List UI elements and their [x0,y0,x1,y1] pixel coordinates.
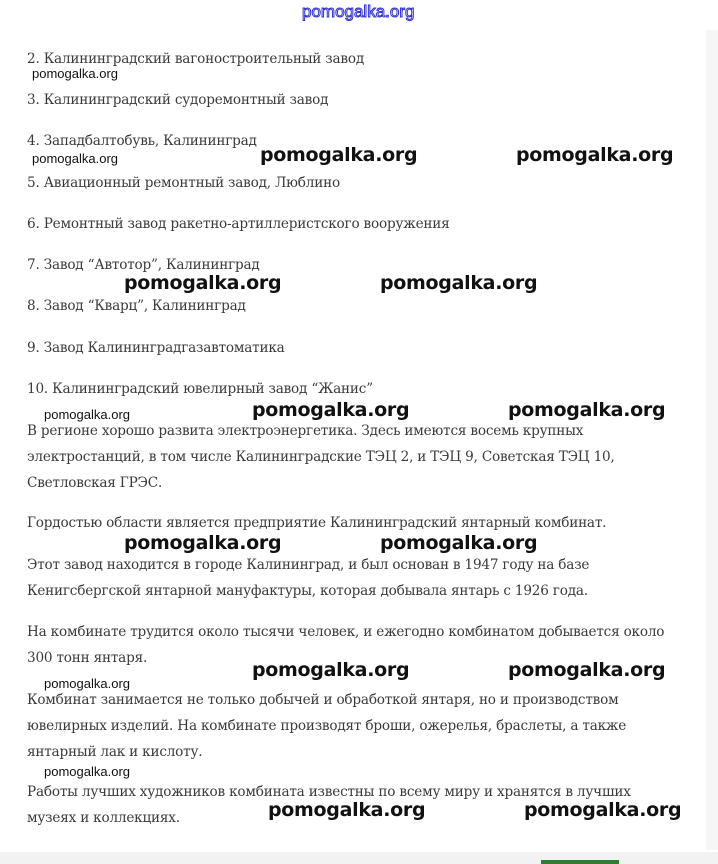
list-item: 4. Западбалтобувь, Калининград [27,133,257,149]
paragraph-line: В регионе хорошо развита электроэнергетика. Здесь имеются восемь крупных [27,423,584,439]
paragraph-line: На комбинате трудится около тысячи человек, и ежегодно комбинатом добывается около [27,624,665,640]
watermark: pomogalka.org [380,272,538,294]
watermark: pomogalka.org [516,144,674,166]
paragraph-line: ювелирных изделий. На комбинате производят броши, ожерелья, браслеты, а также [27,718,627,734]
paragraph-line: Гордостью области является предприятие Калининградский янтарный комбинат. [27,515,607,531]
watermark: pomogalka.org [380,532,538,554]
paragraph-line: Светловская ГРЭС. [27,475,163,491]
watermark-top: pomogalka.org [302,2,415,21]
watermark: pomogalka.org [124,272,282,294]
watermark: pomogalka.org [508,399,666,421]
list-item: 10. Калининградский ювелирный завод “Жанис” [27,381,373,397]
list-item: 3. Калининградский судоремонтный завод [27,92,329,108]
watermark: pomogalka.org [124,532,282,554]
paragraph-line: 300 тонн янтаря. [27,650,148,666]
paragraph-line: электростанций, в том числе Калининградские ТЭЦ 2, и ТЭЦ 9, Советская ТЭЦ 10, [27,449,615,465]
watermark: pomogalka.org [44,764,130,779]
watermark: pomogalka.org [32,151,118,166]
watermark: pomogalka.org [252,659,410,681]
watermark: pomogalka.org [508,659,666,681]
paragraph-line: Комбинат занимается не только добычей и обработкой янтаря, но и производством [27,692,619,708]
side-bar [706,30,718,850]
list-item: 6. Ремонтный завод ракетно-артиллеристского вооружения [27,216,450,232]
list-item: 8. Завод “Кварц”, Калининград [27,298,246,314]
list-item: 7. Завод “Автотор”, Калининград [27,257,260,273]
paragraph-line: Этот завод находится в городе Калининград, и был основан в 1947 году на базе [27,557,590,573]
footer-button[interactable] [541,860,619,864]
watermark: pomogalka.org [268,799,426,821]
watermark: pomogalka.org [32,66,118,81]
paragraph-line: Кенигсбергской янтарной мануфактуры, которая добывала янтарь с 1926 года. [27,583,588,599]
list-item: 5. Авиационный ремонтный завод, Люблино [27,175,340,191]
paragraph-line: янтарный лак и кислоту. [27,744,203,760]
paragraph-line: Работы лучших художников комбината известны по всему миру и хранятся в лучших [27,784,631,800]
watermark: pomogalka.org [252,399,410,421]
watermark: pomogalka.org [524,799,682,821]
paragraph-line: музеях и коллекциях. [27,810,180,826]
watermark: pomogalka.org [260,144,418,166]
list-item: 9. Завод Калининградгазавтоматика [27,340,285,356]
watermark: pomogalka.org [44,676,130,691]
watermark: pomogalka.org [44,407,130,422]
list-item: 2. Калининградский вагоностроительный завод [27,51,365,67]
